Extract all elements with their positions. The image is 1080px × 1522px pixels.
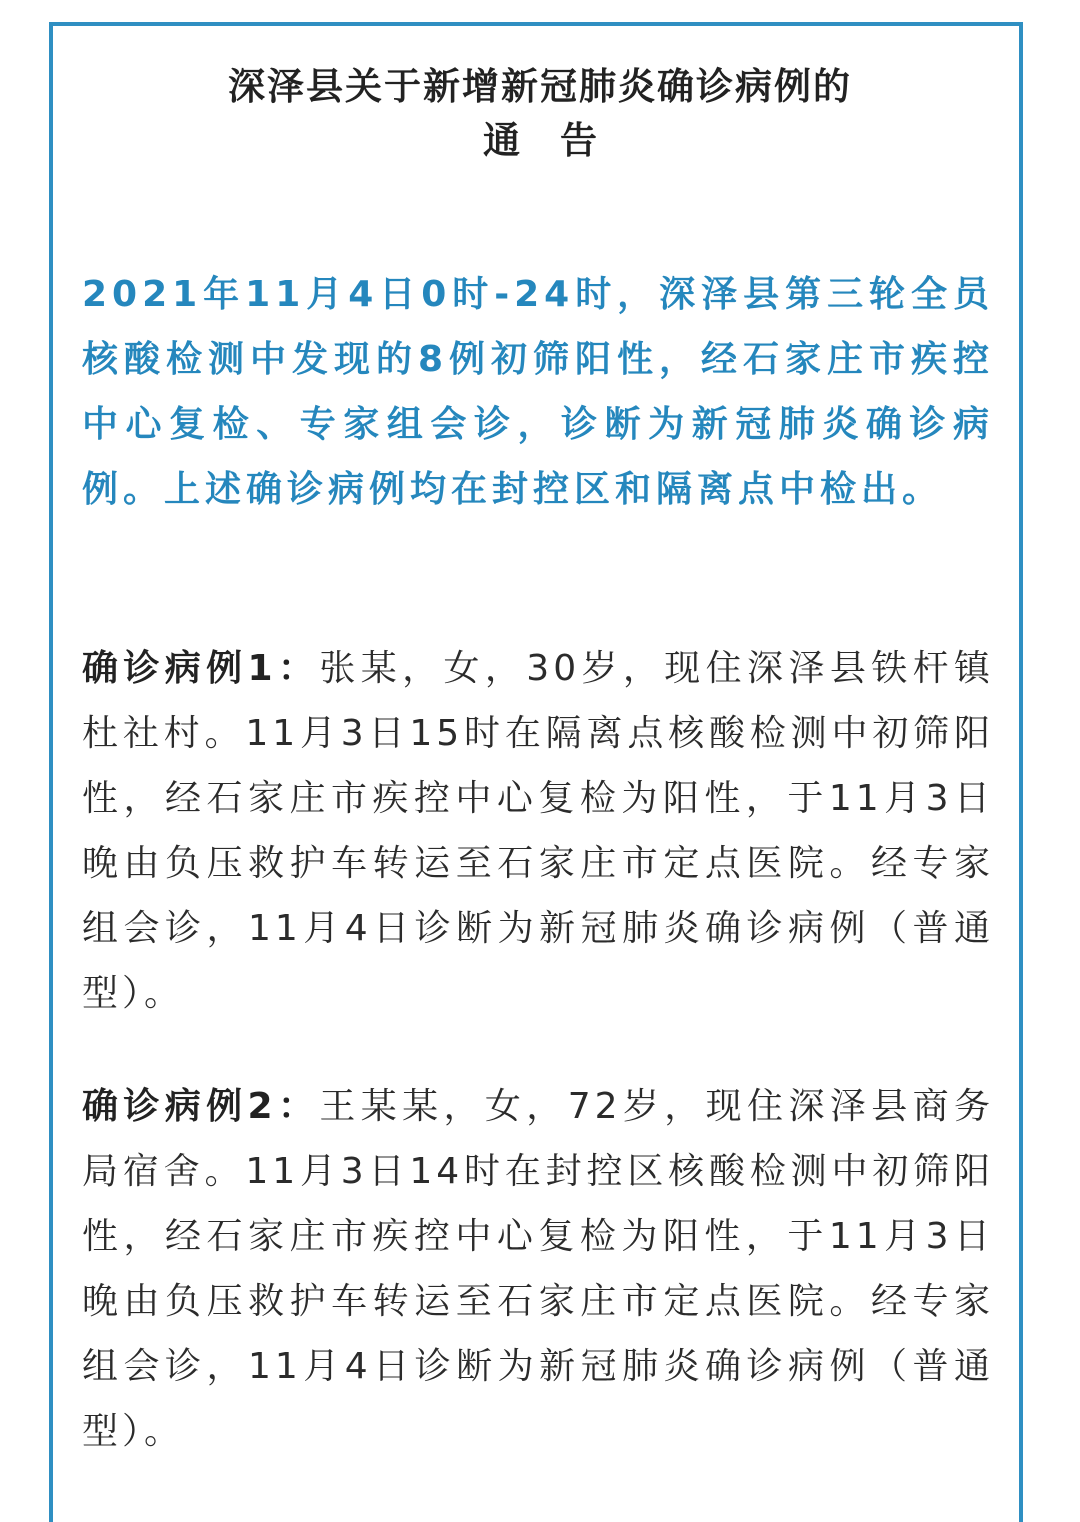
case-paragraph-2 bbox=[82, 1074, 994, 1464]
case-text-1: 张某，女，30岁，现住深泽县铁杆镇杜社村。11月3日15时在隔离点核酸检测中初筛阳性，经石家庄市疾控中心复检为阳性，于11月3日晚由负压救护车转运至石家庄市定点医院。经专家组会诊，11月4日诊断为新冠肺炎确诊病例（普通型）。 bbox=[82, 648, 994, 1014]
case-paragraph-1 bbox=[82, 636, 994, 1026]
notice-title-line1: 深泽县关于新增新冠肺炎确诊病例的 bbox=[228, 65, 852, 108]
case-text-2: 王某某，女，72岁，现住深泽县商务局宿舍。11月3日14时在封控区核酸检测中初筛阳性，经石家庄市疾控中心复检为阳性，于11月3日晚由负压救护车转运至石家庄市定点医院。经专家组会诊，11月4日诊断为新冠肺炎确诊病例（普通型）。 bbox=[82, 1086, 994, 1452]
notice-title bbox=[0, 60, 1080, 168]
notice-title-line2: 通告 bbox=[483, 119, 637, 162]
case-label-1: 确诊病例1： bbox=[82, 648, 320, 689]
lead-paragraph: 2021年11月4日0时-24时，深泽县第三轮全员核酸检测中发现的8例初筛阳性，经石家庄市疾控中心复检、专家组会诊，诊断为新冠肺炎确诊病例。上述确诊病例均在封控区和隔离点中检出。 bbox=[82, 274, 994, 510]
case-label-2: 确诊病例2： bbox=[82, 1086, 320, 1127]
